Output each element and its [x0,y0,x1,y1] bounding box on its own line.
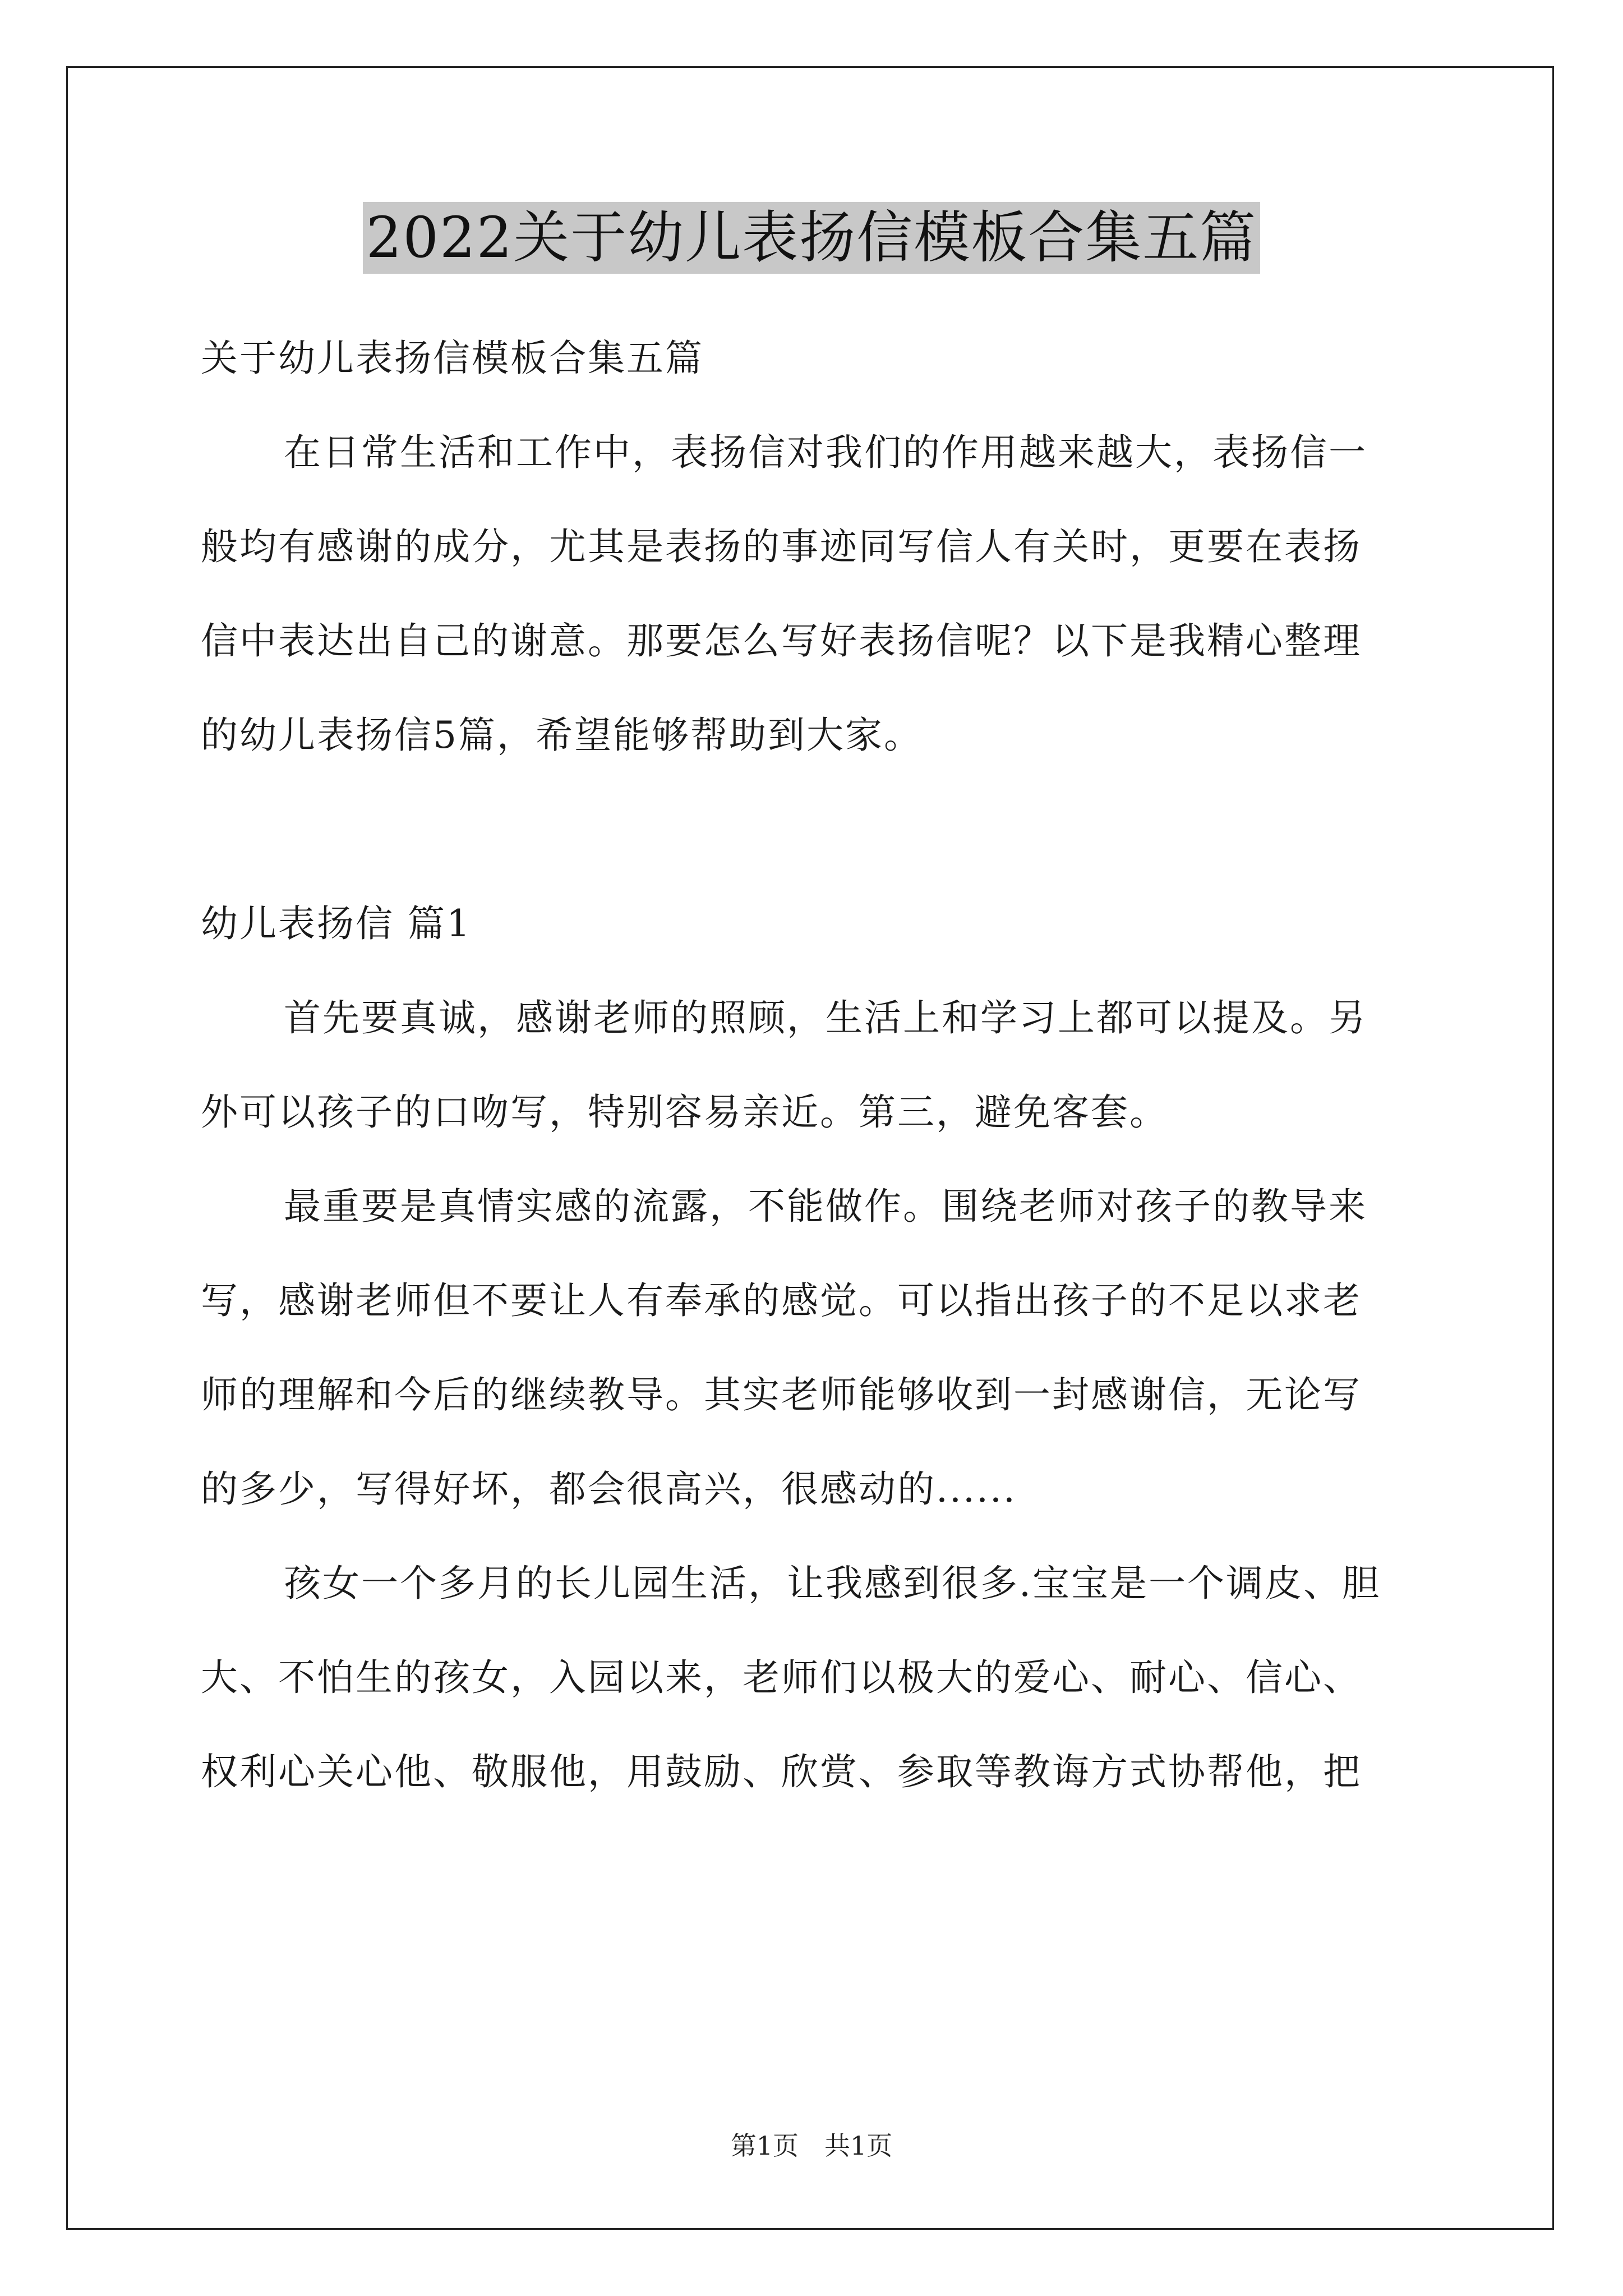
blank-line [201,783,1423,877]
page-footer [0,2129,1623,2162]
section-heading: 幼儿表扬信 篇1 [201,902,472,945]
paragraph-line: 外可以孩子的口吻写，特别容易亲近。第三，避免客套。 [201,1091,1168,1134]
paragraph-line: 权利心关心他、敬服他，用鼓励、欣赏、参取等教诲方式协帮他，把 [201,1750,1362,1793]
paragraph-line: 写，感谢老师但不要让人有奉承的感觉。可以指出孩子的不足以求老 [201,1279,1362,1322]
page-number: 第1页 共1页 [730,2131,893,2161]
paragraph-line: 的多少，写得好坏，都会很高兴，很感动的...... [201,1467,1017,1511]
paragraph-line: 师的理解和今后的继续教导。其实老师能够收到一封感谢信，无论写 [201,1373,1362,1416]
subtitle-line: 关于幼儿表扬信模板合集五篇 [201,337,704,380]
paragraph-line: 信中表达出自己的谢意。那要怎么写好表扬信呢？以下是我精心整理 [201,619,1362,662]
title-area [0,202,1623,274]
paragraph-line: 般均有感谢的成分，尤其是表扬的事迹同写信人有关时，更要在表扬 [201,525,1362,568]
paragraph-line: 在日常生活和工作中，表扬信对我们的作用越来越大，表扬信一 [284,431,1367,474]
document-title: 2022关于幼儿表扬信模板合集五篇 [363,202,1261,274]
paragraph-line: 孩女一个多月的长儿园生活，让我感到很多.宝宝是一个调皮、胆 [284,1562,1381,1605]
document-body [201,311,1423,1819]
paragraph-line: 的幼儿表扬信5篇，希望能够帮助到大家。 [201,714,923,757]
paragraph-line: 首先要真诚，感谢老师的照顾，生活上和学习上都可以提及。另 [284,996,1367,1039]
paragraph-line: 大、不怕生的孩女，入园以来，老师们以极大的爱心、耐心、信心、 [201,1656,1362,1699]
paragraph-line: 最重要是真情实感的流露，不能做作。围绕老师对孩子的教导来 [284,1185,1367,1228]
